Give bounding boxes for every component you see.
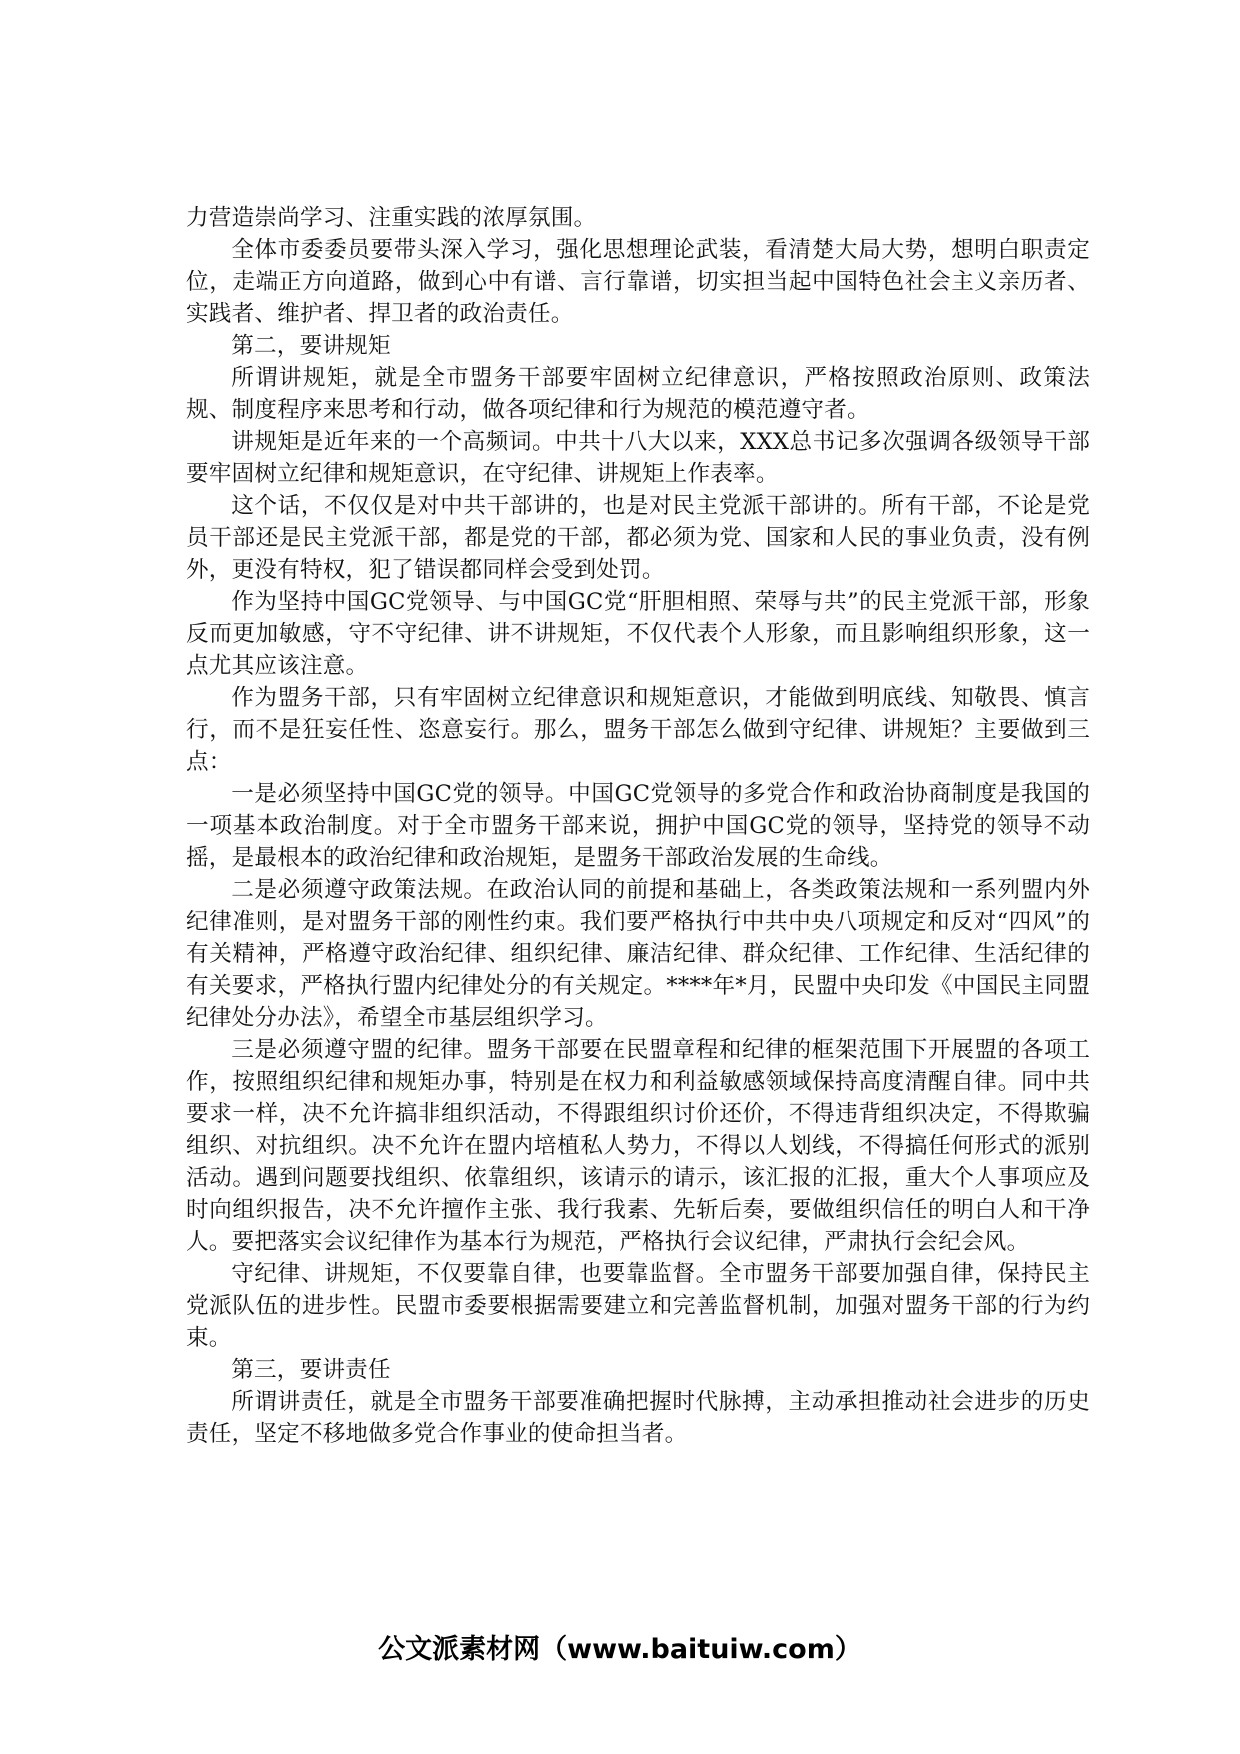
paragraph-1: 力营造崇尚学习、注重实践的浓厚氛围。 <box>186 205 597 231</box>
paragraph-4: 所谓讲规矩，就是全市盟务干部要牢固树立纪律意识，严格按照政治原则、政策法规、制度程序来思考和行动，做各项纪律和行为规范的模范遵守者。 <box>186 365 1090 423</box>
paragraph-9: 一是必须坚持中国GC党的领导。中国GC党领导的多党合作和政治协商制度是我国的一项基本政治制度。对于全市盟务干部来说，拥护中国GC党的领导，坚持党的领导不动摇，是最根本的政治纪律和政治规矩，是盟务干部政治发展的生命线。 <box>186 781 1090 871</box>
paragraph-11: 三是必须遵守盟的纪律。盟务干部要在民盟章程和纪律的框架范围下开展盟的各项工作，按照组织纪律和规矩办事，特别是在权力和利益敏感领域保持高度清醒自律。同中共要求一样，决不允许搞非组织活动，不得跟组织讨价还价，不得违背组织决定，不得欺骗组织、对抗组织。决不允许在盟内培植私人势力，不得以人划线，不得搞任何形式的派别活动。遇到问题要找组织、依靠组织，该请示的请示，该汇报的汇报，重大个人事项应及时向组织报告，决不允许擅作主张、我行我素、先斩后奏，要做组织信任的明白人和干净人。要把落实会议纪律作为基本行为规范，严格执行会议纪律，严肃执行会纪会风。 <box>186 1037 1090 1255</box>
section-heading-3: 第三，要讲责任 <box>231 1357 391 1383</box>
paragraph-12: 守纪律、讲规矩，不仅要靠自律，也要靠监督。全市盟务干部要加强自律，保持民主党派队伍的进步性。民盟市委要根据需要建立和完善监督机制，加强对盟务干部的行为约束。 <box>186 1261 1090 1351</box>
paragraph-2: 全体市委委员要带头深入学习，强化思想理论武装，看清楚大局大势，想明白职责定位，走端正方向道路，做到心中有谱、言行靠谱，切实担当起中国特色社会主义亲历者、实践者、维护者、捍卫者的政治责任。 <box>186 237 1090 327</box>
paragraph-6: 这个话，不仅仅是对中共干部讲的，也是对民主党派干部讲的。所有干部，不论是党员干部还是民主党派干部，都是党的干部，都必须为党、国家和人民的事业负责，没有例外，更没有特权，犯了错误都同样会受到处罚。 <box>186 493 1090 583</box>
paragraph-7: 作为坚持中国GC党领导、与中国GC党“肝胆相照、荣辱与共”的民主党派干部，形象反而更加敏感，守不守纪律、讲不讲规矩，不仅代表个人形象，而且影响组织形象，这一点尤其应该注意。 <box>186 589 1090 679</box>
footer-watermark: 公文派素材网（www.baituiw.com） <box>378 1634 862 1665</box>
document-body <box>186 202 1090 1450</box>
paragraph-10: 二是必须遵守政策法规。在政治认同的前提和基础上，各类政策法规和一系列盟内外纪律准则，是对盟务干部的刚性约束。我们要严格执行中共中央八项规定和反对“四风”的有关精神，严格遵守政治纪律、组织纪律、廉洁纪律、群众纪律、工作纪律、生活纪律的有关要求，严格执行盟内纪律处分的有关规定。****年*月，民盟中央印发《中国民主同盟纪律处分办法》，希望全市基层组织学习。 <box>186 877 1090 1031</box>
section-heading-2: 第二，要讲规矩 <box>231 333 391 359</box>
paragraph-14: 所谓讲责任，就是全市盟务干部要准确把握时代脉搏，主动承担推动社会进步的历史责任，坚定不移地做多党合作事业的使命担当者。 <box>186 1389 1090 1447</box>
paragraph-8: 作为盟务干部，只有牢固树立纪律意识和规矩意识，才能做到明底线、知敬畏、慎言行，而不是狂妄任性、恣意妄行。那么，盟务干部怎么做到守纪律、讲规矩？主要做到三点： <box>186 685 1090 775</box>
paragraph-5: 讲规矩是近年来的一个高频词。中共十八大以来，XXX总书记多次强调各级领导干部要牢固树立纪律和规矩意识，在守纪律、讲规矩上作表率。 <box>186 429 1090 487</box>
